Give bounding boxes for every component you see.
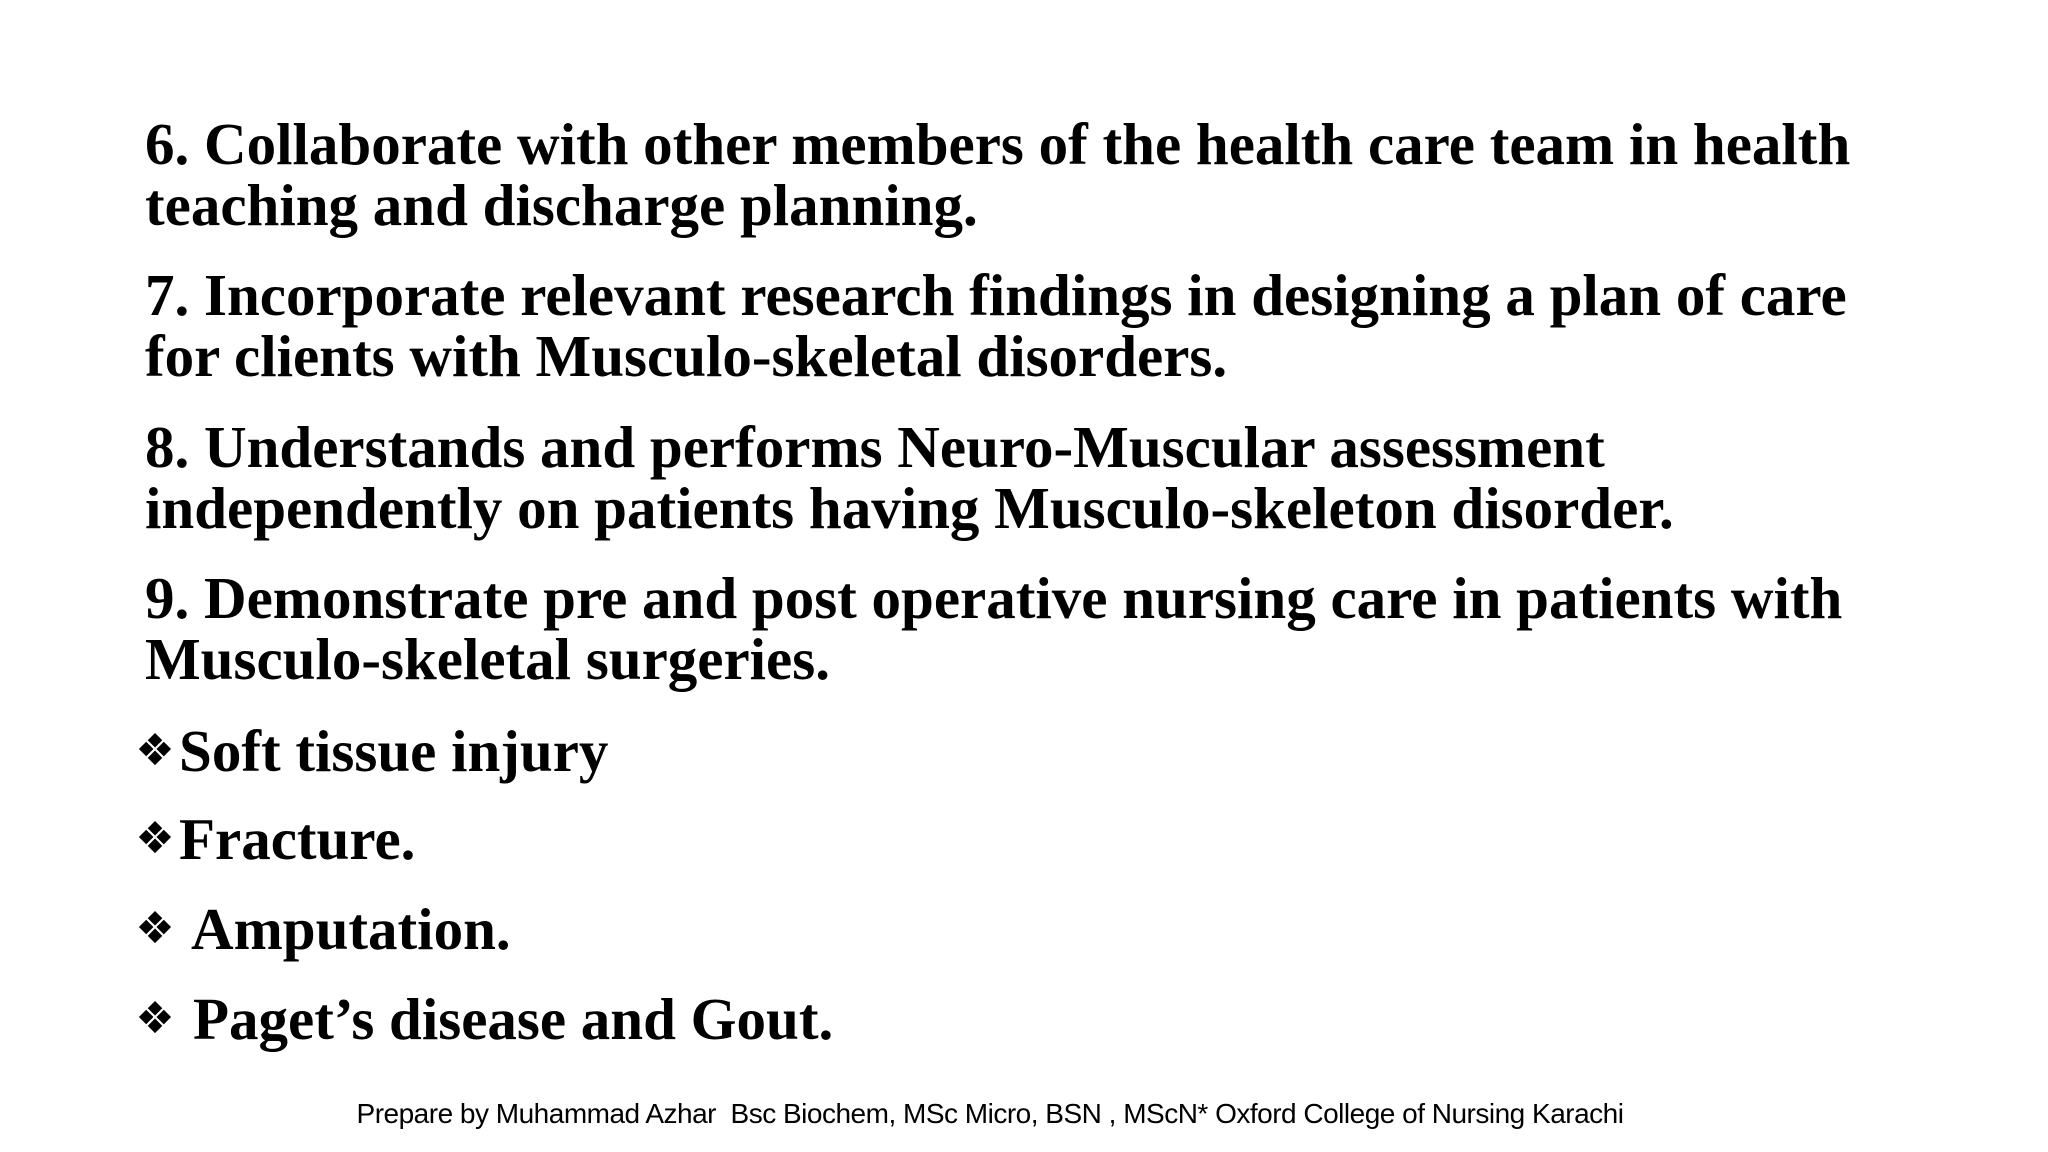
objective-8-line-2: independently on patients having Musculo-skeleton disorder. (145, 475, 1674, 541)
diamond-bullet-icon: ❖ (135, 903, 175, 954)
objective-7-line-2: for clients with Musculo-skeletal disorders. (145, 323, 1228, 389)
objective-6-line-2: teaching and discharge planning. (145, 172, 978, 238)
objective-8-line-1: 8. Understands and performs Neuro-Muscular assessment (145, 414, 1605, 480)
bullet-amputation (133, 894, 511, 964)
objective-7 (145, 262, 1945, 389)
objective-9-line-2: Musculo-skeletal surgeries. (145, 626, 830, 692)
objective-9-line-1: 9. Demonstrate pre and post operative nursing care in patients with (145, 565, 1843, 631)
bullet-label: Amputation. (191, 895, 511, 962)
objective-9 (145, 565, 1945, 692)
bullet-fracture (133, 804, 415, 874)
diamond-bullet-icon: ❖ (135, 813, 175, 864)
bullet-label: Soft tissue injury (179, 717, 609, 784)
objective-6-line-1: 6. Collaborate with other members of the health care team in health (145, 111, 1851, 177)
objective-7-line-1: 7. Incorporate relevant research findings in designing a plan of care (145, 262, 1847, 328)
slide-footer-credit: Prepare by Muhammad Azhar Bsc Biochem, MSc Micro, BSN , MScN* Oxford College of Nursing Karachi (356, 1098, 1624, 1129)
bullet-label: Paget’s disease and Gout. (193, 985, 834, 1052)
objective-6 (145, 111, 1945, 238)
bullet-label: Fracture. (179, 805, 416, 872)
diamond-bullet-icon: ❖ (135, 725, 175, 776)
diamond-bullet-icon: ❖ (135, 993, 175, 1044)
bullet-pagets-disease-and-gout (133, 984, 833, 1054)
objective-8 (145, 414, 1945, 541)
bullet-soft-tissue-injury (133, 716, 608, 786)
